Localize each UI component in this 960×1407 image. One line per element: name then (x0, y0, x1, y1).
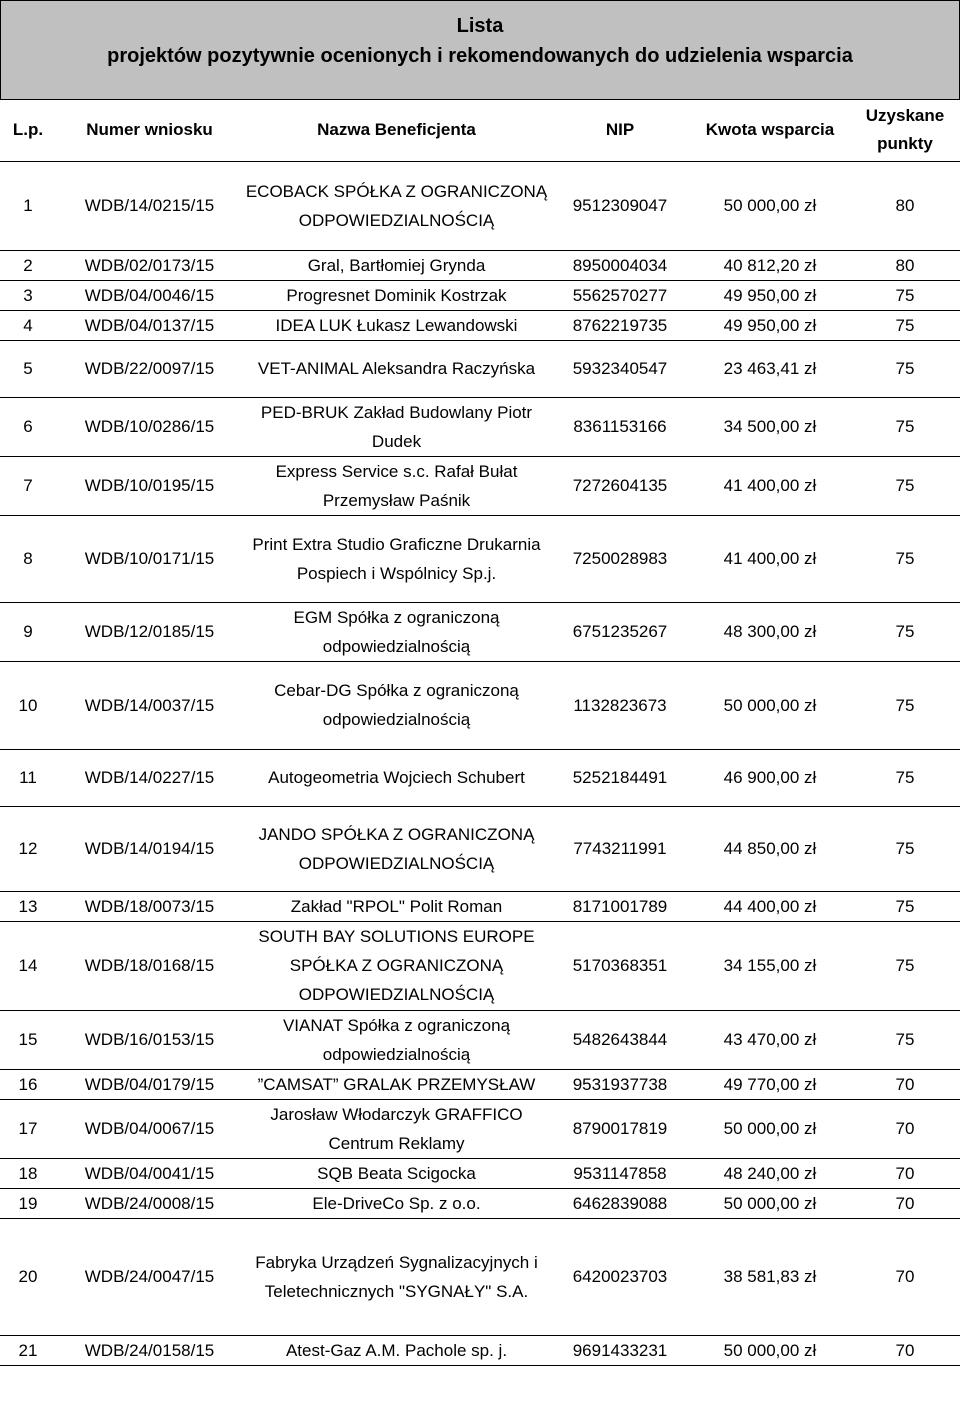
cell-numer: WDB/04/0041/15 (56, 1158, 243, 1188)
cell-nazwa: IDEA LUK Łukasz Lewandowski (243, 310, 550, 340)
cell-nip: 5170368351 (550, 921, 690, 1010)
cell-nazwa: JANDO SPÓŁKA Z OGRANICZONĄ ODPOWIEDZIALNOŚCIĄ (243, 806, 550, 891)
cell-lp: 13 (0, 891, 56, 921)
cell-nazwa: Express Service s.c. Rafał Bułat Przemysław Paśnik (243, 456, 550, 515)
cell-kwota: 44 400,00 zł (690, 891, 850, 921)
table-row (0, 1158, 960, 1188)
cell-numer: WDB/04/0046/15 (56, 280, 243, 310)
cell-nip: 9531937738 (550, 1069, 690, 1099)
cell-punkty: 75 (850, 515, 960, 602)
table-row (0, 515, 960, 602)
cell-punkty: 70 (850, 1188, 960, 1218)
cell-punkty: 80 (850, 161, 960, 250)
cell-punkty: 75 (850, 806, 960, 891)
cell-kwota: 46 900,00 zł (690, 749, 850, 806)
table-row (0, 397, 960, 456)
cell-nazwa: Print Extra Studio Graficzne Drukarnia Pospiech i Wspólnicy Sp.j. (243, 515, 550, 602)
cell-numer: WDB/10/0195/15 (56, 456, 243, 515)
cell-lp: 7 (0, 456, 56, 515)
cell-numer: WDB/14/0227/15 (56, 749, 243, 806)
cell-nazwa: Zakład "RPOL" Polit Roman (243, 891, 550, 921)
cell-nazwa: Cebar-DG Spółka z ograniczoną odpowiedzialnością (243, 661, 550, 749)
table-row (0, 921, 960, 1010)
cell-nip: 9512309047 (550, 161, 690, 250)
cell-nazwa: Ele-DriveCo Sp. z o.o. (243, 1188, 550, 1218)
cell-punkty: 75 (850, 921, 960, 1010)
cell-nip: 8361153166 (550, 397, 690, 456)
cell-numer: WDB/18/0168/15 (56, 921, 243, 1010)
table-row (0, 1335, 960, 1365)
cell-numer: WDB/16/0153/15 (56, 1010, 243, 1069)
table-row (0, 161, 960, 250)
cell-kwota: 50 000,00 zł (690, 1099, 850, 1158)
cell-lp: 21 (0, 1335, 56, 1365)
table-row (0, 456, 960, 515)
cell-nazwa: ECOBACK SPÓŁKA Z OGRANICZONĄ ODPOWIEDZIALNOŚCIĄ (243, 161, 550, 250)
header-kwota: Kwota wsparcia (690, 99, 850, 161)
cell-punkty: 75 (850, 280, 960, 310)
cell-nip: 9691433231 (550, 1335, 690, 1365)
cell-numer: WDB/24/0158/15 (56, 1335, 243, 1365)
table-row (0, 310, 960, 340)
cell-kwota: 49 950,00 zł (690, 280, 850, 310)
cell-kwota: 48 300,00 zł (690, 602, 850, 661)
cell-nip: 5562570277 (550, 280, 690, 310)
cell-punkty: 75 (850, 456, 960, 515)
cell-nazwa: SOUTH BAY SOLUTIONS EUROPE SPÓŁKA Z OGRANICZONĄ ODPOWIEDZIALNOŚCIĄ (243, 921, 550, 1010)
cell-kwota: 38 581,83 zł (690, 1218, 850, 1335)
cell-kwota: 48 240,00 zł (690, 1158, 850, 1188)
cell-nip: 8762219735 (550, 310, 690, 340)
title-line-1: Lista (456, 15, 504, 37)
cell-kwota: 50 000,00 zł (690, 1188, 850, 1218)
cell-kwota: 49 950,00 zł (690, 310, 850, 340)
cell-lp: 17 (0, 1099, 56, 1158)
table-row (0, 661, 960, 749)
cell-numer: WDB/04/0179/15 (56, 1069, 243, 1099)
cell-numer: WDB/18/0073/15 (56, 891, 243, 921)
cell-nazwa: VIANAT Spółka z ograniczoną odpowiedzialnością (243, 1010, 550, 1069)
table-row (0, 806, 960, 891)
cell-kwota: 34 500,00 zł (690, 397, 850, 456)
projects-table (0, 99, 960, 1366)
cell-punkty: 75 (850, 749, 960, 806)
cell-numer: WDB/24/0047/15 (56, 1218, 243, 1335)
cell-nip: 5482643844 (550, 1010, 690, 1069)
cell-punkty: 70 (850, 1099, 960, 1158)
cell-punkty: 75 (850, 602, 960, 661)
cell-numer: WDB/14/0194/15 (56, 806, 243, 891)
cell-lp: 9 (0, 602, 56, 661)
cell-nip: 1132823673 (550, 661, 690, 749)
cell-kwota: 43 470,00 zł (690, 1010, 850, 1069)
cell-nazwa: Progresnet Dominik Kostrzak (243, 280, 550, 310)
cell-punkty: 70 (850, 1335, 960, 1365)
cell-numer: WDB/10/0171/15 (56, 515, 243, 602)
table-row (0, 1218, 960, 1335)
cell-kwota: 41 400,00 zł (690, 456, 850, 515)
table-body (0, 161, 960, 1365)
cell-lp: 3 (0, 280, 56, 310)
cell-numer: WDB/04/0067/15 (56, 1099, 243, 1158)
header-numer: Numer wniosku (56, 99, 243, 161)
table-row (0, 250, 960, 280)
table-row (0, 1010, 960, 1069)
cell-nip: 7272604135 (550, 456, 690, 515)
cell-lp: 1 (0, 161, 56, 250)
table-row (0, 1188, 960, 1218)
cell-lp: 10 (0, 661, 56, 749)
cell-punkty: 75 (850, 1010, 960, 1069)
header-punkty: Uzyskane punkty (850, 99, 960, 161)
cell-numer: WDB/10/0286/15 (56, 397, 243, 456)
cell-lp: 8 (0, 515, 56, 602)
cell-nazwa: Autogeometria Wojciech Schubert (243, 749, 550, 806)
table-row (0, 891, 960, 921)
cell-nip: 7250028983 (550, 515, 690, 602)
cell-punkty: 75 (850, 310, 960, 340)
cell-punkty: 70 (850, 1218, 960, 1335)
cell-nazwa: Gral, Bartłomiej Grynda (243, 250, 550, 280)
cell-kwota: 44 850,00 zł (690, 806, 850, 891)
cell-numer: WDB/22/0097/15 (56, 340, 243, 397)
cell-lp: 6 (0, 397, 56, 456)
cell-nip: 8790017819 (550, 1099, 690, 1158)
cell-kwota: 34 155,00 zł (690, 921, 850, 1010)
table-row (0, 280, 960, 310)
cell-numer: WDB/04/0137/15 (56, 310, 243, 340)
cell-nip: 7743211991 (550, 806, 690, 891)
title-line-2: projektów pozytywnie ocenionych i rekomendowanych do udzielenia wsparcia (107, 45, 853, 67)
cell-nip: 6751235267 (550, 602, 690, 661)
cell-numer: WDB/14/0215/15 (56, 161, 243, 250)
cell-lp: 20 (0, 1218, 56, 1335)
cell-lp: 5 (0, 340, 56, 397)
cell-lp: 15 (0, 1010, 56, 1069)
cell-nazwa: Jarosław Włodarczyk GRAFFICO Centrum Reklamy (243, 1099, 550, 1158)
cell-nip: 6420023703 (550, 1218, 690, 1335)
cell-numer: WDB/02/0173/15 (56, 250, 243, 280)
table-row (0, 1069, 960, 1099)
cell-punkty: 80 (850, 250, 960, 280)
cell-punkty: 70 (850, 1158, 960, 1188)
cell-kwota: 41 400,00 zł (690, 515, 850, 602)
cell-nazwa: Atest-Gaz A.M. Pachole sp. j. (243, 1335, 550, 1365)
cell-punkty: 70 (850, 1069, 960, 1099)
cell-lp: 18 (0, 1158, 56, 1188)
cell-lp: 11 (0, 749, 56, 806)
cell-kwota: 23 463,41 zł (690, 340, 850, 397)
document-title (0, 0, 960, 100)
cell-lp: 19 (0, 1188, 56, 1218)
cell-kwota: 50 000,00 zł (690, 661, 850, 749)
cell-numer: WDB/24/0008/15 (56, 1188, 243, 1218)
cell-nazwa: Fabryka Urządzeń Sygnalizacyjnych i Teletechnicznych "SYGNAŁY" S.A. (243, 1218, 550, 1335)
cell-punkty: 75 (850, 661, 960, 749)
table-row (0, 602, 960, 661)
table-row (0, 1099, 960, 1158)
cell-lp: 16 (0, 1069, 56, 1099)
cell-nip: 9531147858 (550, 1158, 690, 1188)
cell-nazwa: SQB Beata Scigocka (243, 1158, 550, 1188)
table-header-row (0, 99, 960, 161)
table-row (0, 340, 960, 397)
cell-kwota: 49 770,00 zł (690, 1069, 850, 1099)
cell-lp: 12 (0, 806, 56, 891)
cell-nip: 5252184491 (550, 749, 690, 806)
header-lp: L.p. (0, 99, 56, 161)
cell-kwota: 50 000,00 zł (690, 161, 850, 250)
header-nazwa: Nazwa Beneficjenta (243, 99, 550, 161)
cell-lp: 2 (0, 250, 56, 280)
cell-punkty: 75 (850, 891, 960, 921)
cell-punkty: 75 (850, 397, 960, 456)
header-nip: NIP (550, 99, 690, 161)
cell-nazwa: EGM Spółka z ograniczoną odpowiedzialnością (243, 602, 550, 661)
cell-nazwa: VET-ANIMAL Aleksandra Raczyńska (243, 340, 550, 397)
cell-nazwa: PED-BRUK Zakład Budowlany Piotr Dudek (243, 397, 550, 456)
cell-punkty: 75 (850, 340, 960, 397)
cell-numer: WDB/14/0037/15 (56, 661, 243, 749)
table-row (0, 749, 960, 806)
cell-lp: 4 (0, 310, 56, 340)
cell-numer: WDB/12/0185/15 (56, 602, 243, 661)
cell-nip: 6462839088 (550, 1188, 690, 1218)
cell-nip: 8950004034 (550, 250, 690, 280)
cell-nip: 8171001789 (550, 891, 690, 921)
cell-lp: 14 (0, 921, 56, 1010)
cell-nip: 5932340547 (550, 340, 690, 397)
cell-nazwa: ”CAMSAT” GRALAK PRZEMYSŁAW (243, 1069, 550, 1099)
cell-kwota: 50 000,00 zł (690, 1335, 850, 1365)
cell-kwota: 40 812,20 zł (690, 250, 850, 280)
